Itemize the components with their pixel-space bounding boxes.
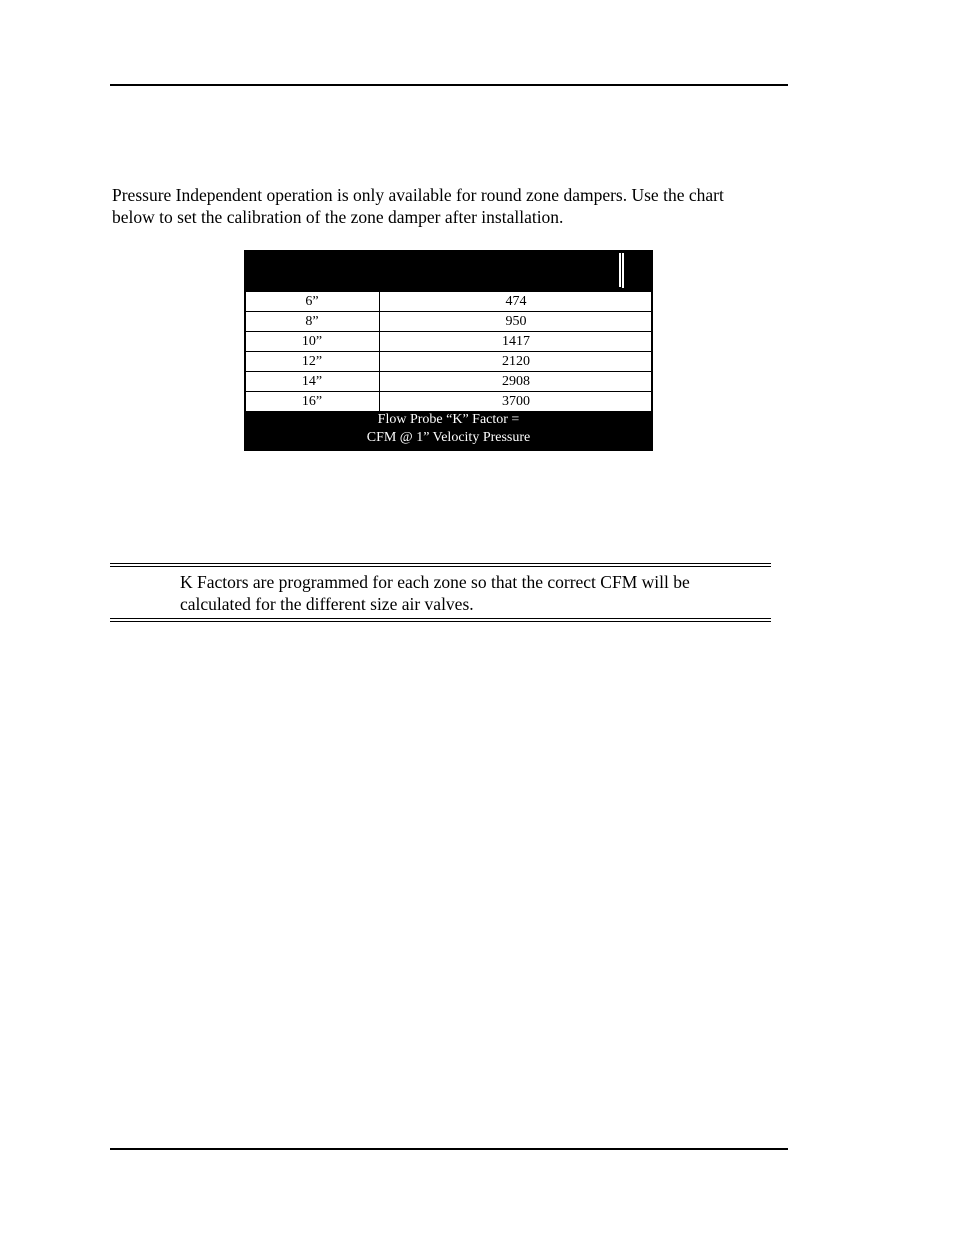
damper-size-cell: 6” — [305, 294, 319, 309]
damper-size-cell: 16” — [301, 394, 323, 409]
table-footer-line-1: Flow Probe “K” Factor = — [377, 412, 520, 427]
damper-size-cell: 14” — [301, 374, 323, 389]
table-footer — [244, 411, 653, 451]
note-text — [180, 571, 760, 615]
k-factor-cell: 3700 — [379, 392, 652, 411]
note-rule-bottom-2 — [110, 621, 771, 622]
note-rule-top-2 — [110, 566, 771, 567]
damper-size-cell: 12” — [301, 354, 323, 369]
table-row — [246, 392, 651, 411]
k-factor-cell: 474 — [379, 292, 652, 311]
footer-rule — [110, 1148, 788, 1150]
table-row — [246, 332, 651, 351]
intro-paragraph — [112, 184, 782, 228]
table-header-divider — [619, 250, 625, 291]
damper-size-cell: 10” — [301, 334, 323, 349]
header-rule — [110, 84, 788, 86]
table-row — [246, 352, 651, 371]
k-factor-cell: 1417 — [379, 332, 652, 351]
table-row — [246, 372, 651, 391]
table-footer-line-2: CFM @ 1” Velocity Pressure — [366, 430, 531, 445]
table-row — [246, 292, 651, 311]
note-rule-bottom-1 — [110, 618, 771, 619]
table-header-bar — [244, 250, 653, 291]
note-line-2: calculated for the different size air valves. — [180, 594, 474, 614]
damper-size-cell: 8” — [305, 314, 319, 329]
intro-line-1: Pressure Independent operation is only available for round zone dampers. Use the chart — [112, 185, 724, 205]
table-row — [246, 312, 651, 331]
note-line-1: K Factors are programmed for each zone so that the correct CFM will be — [180, 572, 690, 592]
k-factor-cell: 950 — [379, 312, 652, 331]
intro-line-2: below to set the calibration of the zone damper after installation. — [112, 207, 564, 227]
k-factor-cell: 2120 — [379, 352, 652, 371]
note-rule-top-1 — [110, 563, 771, 564]
k-factor-cell: 2908 — [379, 372, 652, 391]
